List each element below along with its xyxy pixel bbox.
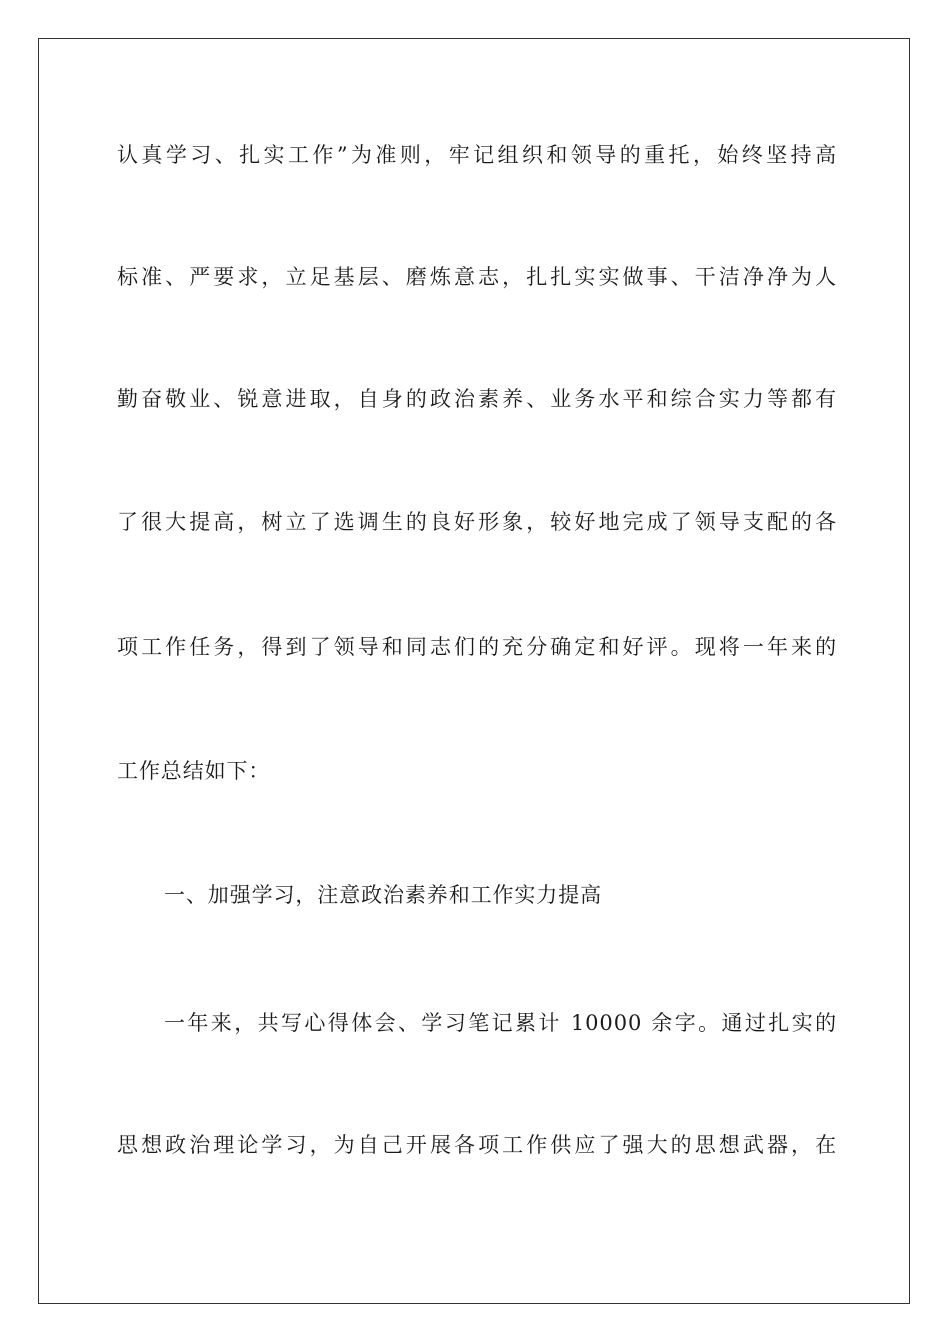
paragraph-line: 项工作任务，得到了领导和同志们的充分确定和好评。现将一年来的 — [117, 635, 837, 659]
section-heading: 一、加强学习，注意政治素养和工作实力提高 — [164, 883, 602, 907]
paragraph-line: 工作总结如下： — [117, 759, 271, 783]
paragraph-line: 勤奋敬业、锐意进取，自身的政治素养、业务水平和综合实力等都有 — [117, 387, 837, 411]
page-border — [38, 38, 910, 1304]
paragraph-line: 一年来，共写心得体会、学习笔记累计 10000 余字。通过扎实的 — [164, 1011, 837, 1035]
paragraph-line: 思想政治理论学习，为自己开展各项工作供应了强大的思想武器，在 — [117, 1133, 837, 1157]
paragraph-line: 认真学习、扎实工作”为准则，牢记组织和领导的重托，始终坚持高 — [117, 143, 837, 167]
paragraph-line: 标准、严要求，立足基层、磨炼意志，扎扎实实做事、干洁净净为人 — [117, 265, 837, 289]
paragraph-line: 了很大提高，树立了选调生的良好形象，较好地完成了领导支配的各 — [117, 510, 837, 534]
